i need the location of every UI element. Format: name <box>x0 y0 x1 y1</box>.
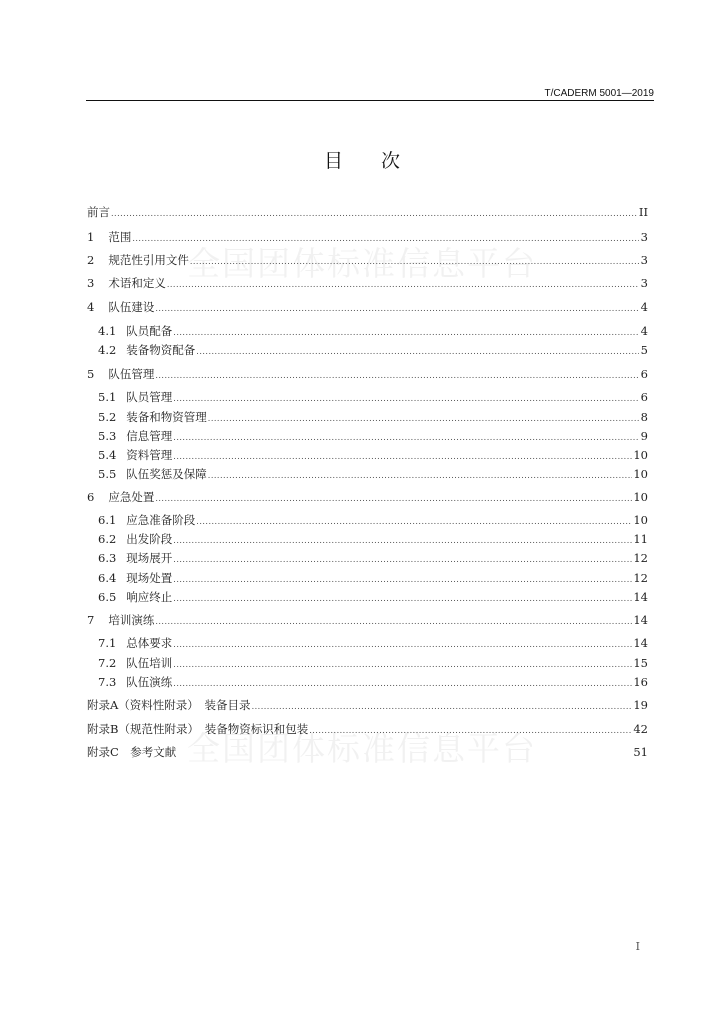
toc-entry[interactable] <box>98 530 648 548</box>
document-code: T/CADERM 5001—2019 <box>544 88 654 99</box>
toc-entry-page: 6 <box>640 390 648 404</box>
toc-entry-number: 2 <box>87 253 95 267</box>
toc-entry-title: 信息管理 <box>126 429 173 443</box>
toc-entry-number: 4 <box>87 300 95 314</box>
toc-leader-dots <box>208 467 633 485</box>
toc-entry[interactable] <box>98 341 648 359</box>
toc-entry-page: 12 <box>633 571 648 585</box>
toc-entry[interactable] <box>98 569 648 587</box>
toc-entry[interactable] <box>98 549 648 567</box>
toc-entry-number: 6.5 <box>98 590 117 604</box>
toc-entry[interactable] <box>87 298 648 316</box>
toc-entry-page: 14 <box>633 590 648 604</box>
toc-entry-page: 10 <box>633 467 648 481</box>
toc-entry[interactable] <box>87 228 648 246</box>
toc-entry[interactable] <box>87 488 648 506</box>
toc-entry-number: 3 <box>87 276 95 290</box>
toc-entry-page: 5 <box>640 343 648 357</box>
toc-entry-title: 附录B（规范性附录） 装备物资标识和包装 <box>87 722 309 736</box>
toc-entry[interactable] <box>98 588 648 606</box>
toc-leader-dots <box>173 429 639 447</box>
toc-entry-number: 7.1 <box>98 636 117 650</box>
toc-leader-dots <box>173 571 632 589</box>
toc-entry[interactable] <box>98 446 648 464</box>
toc-entry[interactable] <box>87 365 648 383</box>
toc-entry-title: 术语和定义 <box>108 276 166 290</box>
toc-entry-title: 出发阶段 <box>126 532 173 546</box>
toc-entry[interactable] <box>98 465 648 483</box>
toc-entry-page: 10 <box>633 513 648 527</box>
toc-entry-page: 14 <box>633 613 648 627</box>
toc-leader-dots <box>173 390 639 408</box>
toc-entry-page: 10 <box>633 490 648 504</box>
toc-entry-title: 前言 <box>87 205 110 219</box>
toc-entry-title: 总体要求 <box>126 636 173 650</box>
toc-entry-page: 10 <box>633 448 648 462</box>
toc-entry-page: II <box>638 205 648 219</box>
toc-entry-number: 6 <box>87 490 95 504</box>
toc-entry-title: 队员配备 <box>126 324 173 338</box>
toc-entry-number: 5 <box>87 367 95 381</box>
toc-entry[interactable] <box>98 408 648 426</box>
toc-entry[interactable] <box>98 388 648 406</box>
toc-entry[interactable] <box>87 696 648 714</box>
toc-entry-title: 应急准备阶段 <box>126 513 196 527</box>
watermark: 全国团体标准信息平台 <box>187 244 537 283</box>
toc-entry-number: 5.2 <box>98 410 117 424</box>
toc-entry[interactable] <box>87 203 648 221</box>
toc-entry-page: 3 <box>640 276 648 290</box>
toc-entry-page: 6 <box>640 367 648 381</box>
toc-entry-number: 6.2 <box>98 532 117 546</box>
toc-entry-number: 6.3 <box>98 551 117 565</box>
toc-entry-number: 5.1 <box>98 390 117 404</box>
toc-leader-dots <box>196 343 639 361</box>
toc-entry-page: 8 <box>640 410 648 424</box>
toc-entry[interactable] <box>98 427 648 445</box>
toc-leader-dots <box>173 532 632 550</box>
watermark: 全国团体标准信息平台 <box>187 729 537 768</box>
toc-leader-dots <box>132 230 639 248</box>
toc-entry-title: 队员管理 <box>126 390 173 404</box>
toc-entry-title: 现场展开 <box>126 551 173 565</box>
toc-entry-page: 4 <box>640 324 648 338</box>
toc-entry-number: 5.3 <box>98 429 117 443</box>
toc-leader-dots <box>190 253 639 271</box>
toc-leader-dots <box>155 367 639 385</box>
toc-entry-page: 51 <box>633 745 648 759</box>
page-title: 目次 <box>323 150 438 172</box>
toc-entry-number: 5.4 <box>98 448 117 462</box>
toc-entry[interactable] <box>98 654 648 672</box>
toc-entry-title: 资料管理 <box>126 448 173 462</box>
toc-entry-title: 规范性引用文件 <box>108 253 189 267</box>
toc-entry-number: 7.2 <box>98 656 117 670</box>
toc-entry-number: 7.3 <box>98 675 117 689</box>
toc-leader-dots <box>252 698 633 716</box>
toc-entry[interactable] <box>87 274 648 292</box>
toc-entry[interactable] <box>98 322 648 340</box>
toc-entry-number: 6.1 <box>98 513 117 527</box>
toc-entry-title: 队伍培训 <box>126 656 173 670</box>
toc-leader-dots <box>196 513 632 531</box>
toc-entry-title: 应急处置 <box>108 490 155 504</box>
toc-entry-page: 19 <box>633 698 648 712</box>
toc-leader-dots <box>173 656 632 674</box>
toc-entry-title: 培训演练 <box>108 613 155 627</box>
toc-entry-title: 响应终止 <box>126 590 173 604</box>
toc-entry-title: 队伍奖惩及保障 <box>126 467 207 481</box>
toc-leader-dots <box>155 300 639 318</box>
toc-leader-dots <box>173 590 632 608</box>
toc-entry-page: 14 <box>633 636 648 650</box>
toc-entry-page: 11 <box>633 532 648 546</box>
toc-entry-page: 15 <box>633 656 648 670</box>
toc-leader-dots <box>173 324 639 342</box>
toc-entry-page: 42 <box>633 722 648 736</box>
toc-leader-dots <box>173 636 632 654</box>
toc-entry-page: 3 <box>640 230 648 244</box>
toc-leader-dots <box>173 448 632 466</box>
toc-entry-page: 4 <box>640 300 648 314</box>
toc-entry[interactable] <box>98 673 648 691</box>
toc-entry[interactable] <box>98 511 648 529</box>
toc-entry[interactable] <box>98 634 648 652</box>
toc-entry-title: 队伍演练 <box>126 675 173 689</box>
toc-entry-title: 装备物资配备 <box>126 343 196 357</box>
toc-leader-dots <box>173 675 632 693</box>
toc-leader-dots <box>173 551 632 569</box>
toc-entry[interactable] <box>87 251 648 269</box>
toc-entry-title: 附录C 参考文献 <box>87 745 177 759</box>
toc-entry-title: 现场处置 <box>126 571 173 585</box>
toc-entry-page: 3 <box>640 253 648 267</box>
toc-entry-title: 装备和物资管理 <box>126 410 207 424</box>
page-number: I <box>635 940 640 953</box>
toc-leader-dots <box>208 410 639 428</box>
toc-entry-title: 附录A（资料性附录） 装备目录 <box>87 698 251 712</box>
toc-entry-title: 队伍管理 <box>108 367 155 381</box>
toc-entry-page: 16 <box>633 675 648 689</box>
toc-entry-title: 队伍建设 <box>108 300 155 314</box>
toc-leader-dots <box>111 205 638 223</box>
header-rule <box>86 100 654 101</box>
toc-entry-page: 12 <box>633 551 648 565</box>
toc-entry-number: 7 <box>87 613 95 627</box>
toc-leader-dots <box>167 276 639 294</box>
toc-leader-dots <box>155 613 632 631</box>
toc-entry-number: 4.2 <box>98 343 117 357</box>
toc-entry-page: 9 <box>640 429 648 443</box>
toc-leader-dots <box>309 722 632 740</box>
toc-entry-number: 1 <box>87 230 95 244</box>
toc-entry[interactable] <box>87 720 648 738</box>
toc-entry[interactable] <box>87 743 648 761</box>
toc-entry-number: 5.5 <box>98 467 117 481</box>
toc-leader-dots <box>155 490 632 508</box>
toc-entry-number: 4.1 <box>98 324 117 338</box>
toc-entry-title: 范围 <box>108 230 132 244</box>
toc-entry[interactable] <box>87 611 648 629</box>
toc-entry-number: 6.4 <box>98 571 117 585</box>
